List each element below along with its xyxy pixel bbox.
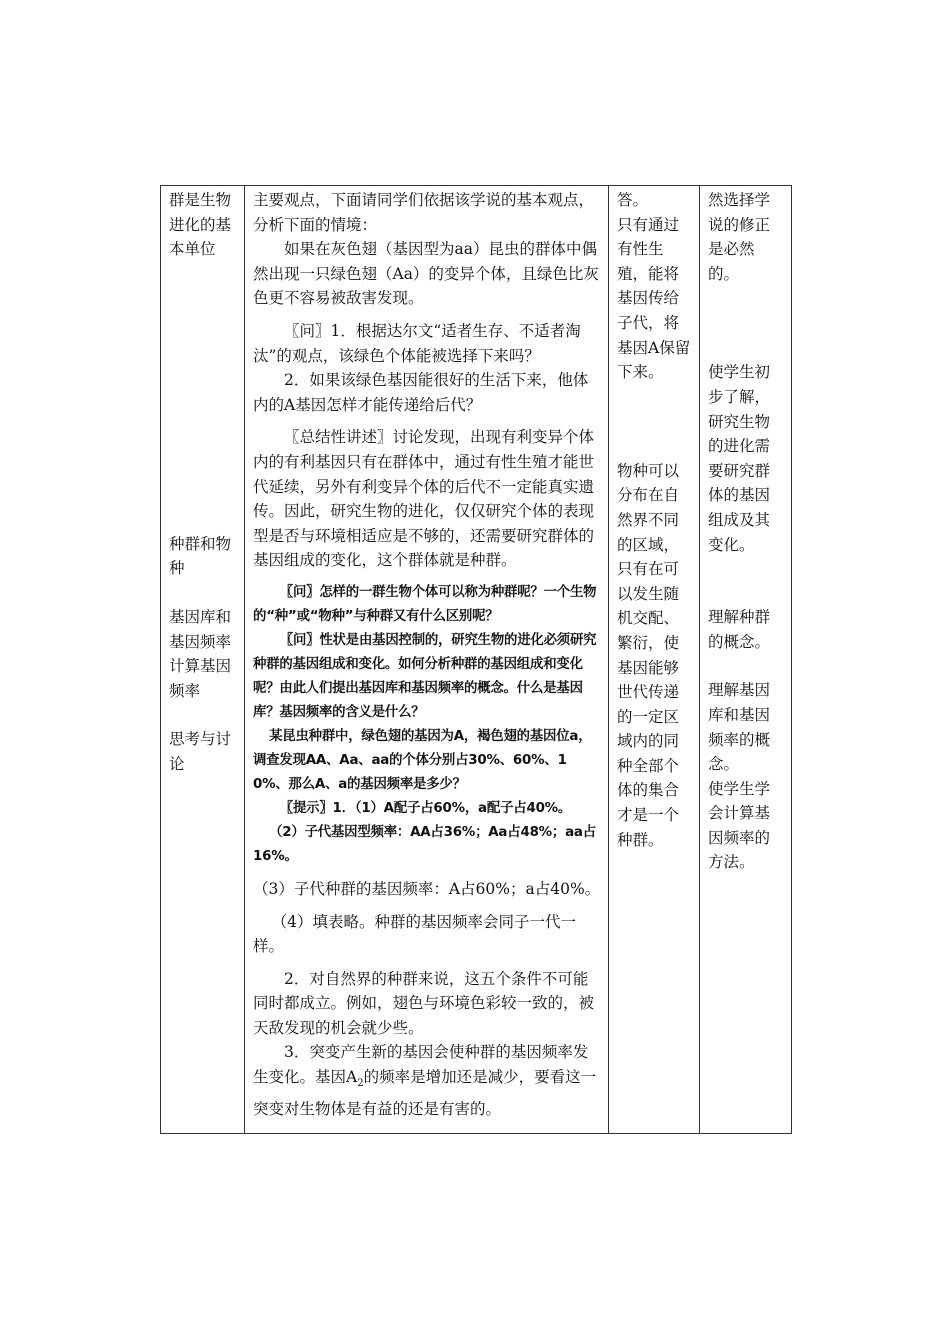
topic-column [161,186,245,1134]
paragraph-answer-2: 2．对自然界的种群来说，这五个条件不可能同时都成立。例如，翅色与环境色彩较一致的，被天敌发现的机会就少些。 [253,969,595,1037]
activity-inheritance: 只有通过有性生殖，能将基因传给子代，将基因A保留下来。 [617,215,691,382]
paragraph-question-population: 〖问〗怎样的一群生物个体可以称为种群呢？一个生物的“种”或“物种”与种群又有什么区别呢？ [253,584,597,624]
lesson-plan-table [160,185,792,1134]
paragraph-answer-3: 3．突变产生新的基因会使种群的基因频率发生变化。基因$A_2$的频率是增加还是减少，要看这一突变对生物体是有益的还是有害的。 [253,1043,597,1118]
activity-answer: 答。 [617,191,649,209]
intent-calculate-frequency: 使学生学会计算基因频率的方法。 [708,779,771,872]
intent-understand-gene-pool: 理解基因库和基因频率的概念。 [708,681,771,774]
paragraph-intro: 主要观点，下面请同学们依据该学说的基本观点，分析下面的情境： [253,191,595,234]
paragraph-hint-3: （3）子代种群的基因频率：A占60%；a占40%。 [253,879,601,898]
topic-population-unit: 群是生物进化的基本单位 [169,191,232,259]
design-intent-column [700,186,792,1134]
topic-population-species: 种群和物种 [169,534,232,578]
paragraph-hint-2: （2）子代基因型频率：AA占36%；Aa占48%；aa占16%。 [253,824,596,864]
intent-research-population: 使学生初步了解，研究生物的进化需要研究群体的基因组成及其变化。 [708,363,771,554]
intent-selection-revision: 然选择学说的修正是必然的。 [708,191,771,283]
activity-population-definition: 物种可以分布在自然界不同的区域，只有在可以发生随机交配、繁衍，使基因能够世代传递的一定区域内的同种全部个体的集合才是一个种群。 [617,461,680,849]
paragraph-exercise: 某昆虫种群中，绿色翅的基因为A，褐色翅的基因位a，调查发现AA、Aa、aa的个体分别占30%、60%、10%、那么A、a的基因频率是多少？ [253,728,592,792]
topic-think-discuss: 思考与讨论 [169,730,232,773]
paragraph-question-1: 〖问〗1．根据达尔文“适者生存、不适者淘汰”的观点，该绿色个体能被选择下来吗？ [253,321,581,365]
student-activity-column [609,186,700,1134]
intent-understand-population: 理解种群的概念。 [708,608,771,651]
paragraph-scenario: 如果在灰色翅（基因型为aa）昆虫的群体中偶然出现一只绿色翅（Aa）的变异个体，且绿色比灰色更不容易被敌害发现。 [253,240,599,308]
paragraph-question-gene-pool: 〖问〗性状是由基因控制的，研究生物的进化必须研究种群的基因组成和变化。如何分析种群的基因组成和变化呢？由此人们提出基因库和基因频率的概念。什么是基因库？基因频率的含义是什么？ [253,632,597,720]
paragraph-hint-4: （4）填表略。种群的基因频率会同子一代一样。 [253,912,576,956]
topic-gene-pool-frequency: 基因库和基因频率计算基因频率 [169,607,232,700]
content-column [245,186,609,1134]
paragraph-summary: 〖总结性讲述〗讨论发现，出现有利变异个体内的有利基因只有在群体中，通过有性生殖才能世代延续，另外有利变异个体的后代不一定能真实遗传。因此，研究生物的进化，仅仅研究个体的表现型是否与环境相适应是不够的，还需要研究群体的基因组成的变化，这个群体就是种群。 [253,428,595,570]
table-row [161,186,792,1134]
paragraph-question-2: 2．如果该绿色基因能很好的生活下来，他体内的A基因怎样才能传递给后代？ [253,371,589,414]
paragraph-hint-1: 〖提示〗1．（1）A配子占60%，a配子占40%。 [279,800,572,816]
